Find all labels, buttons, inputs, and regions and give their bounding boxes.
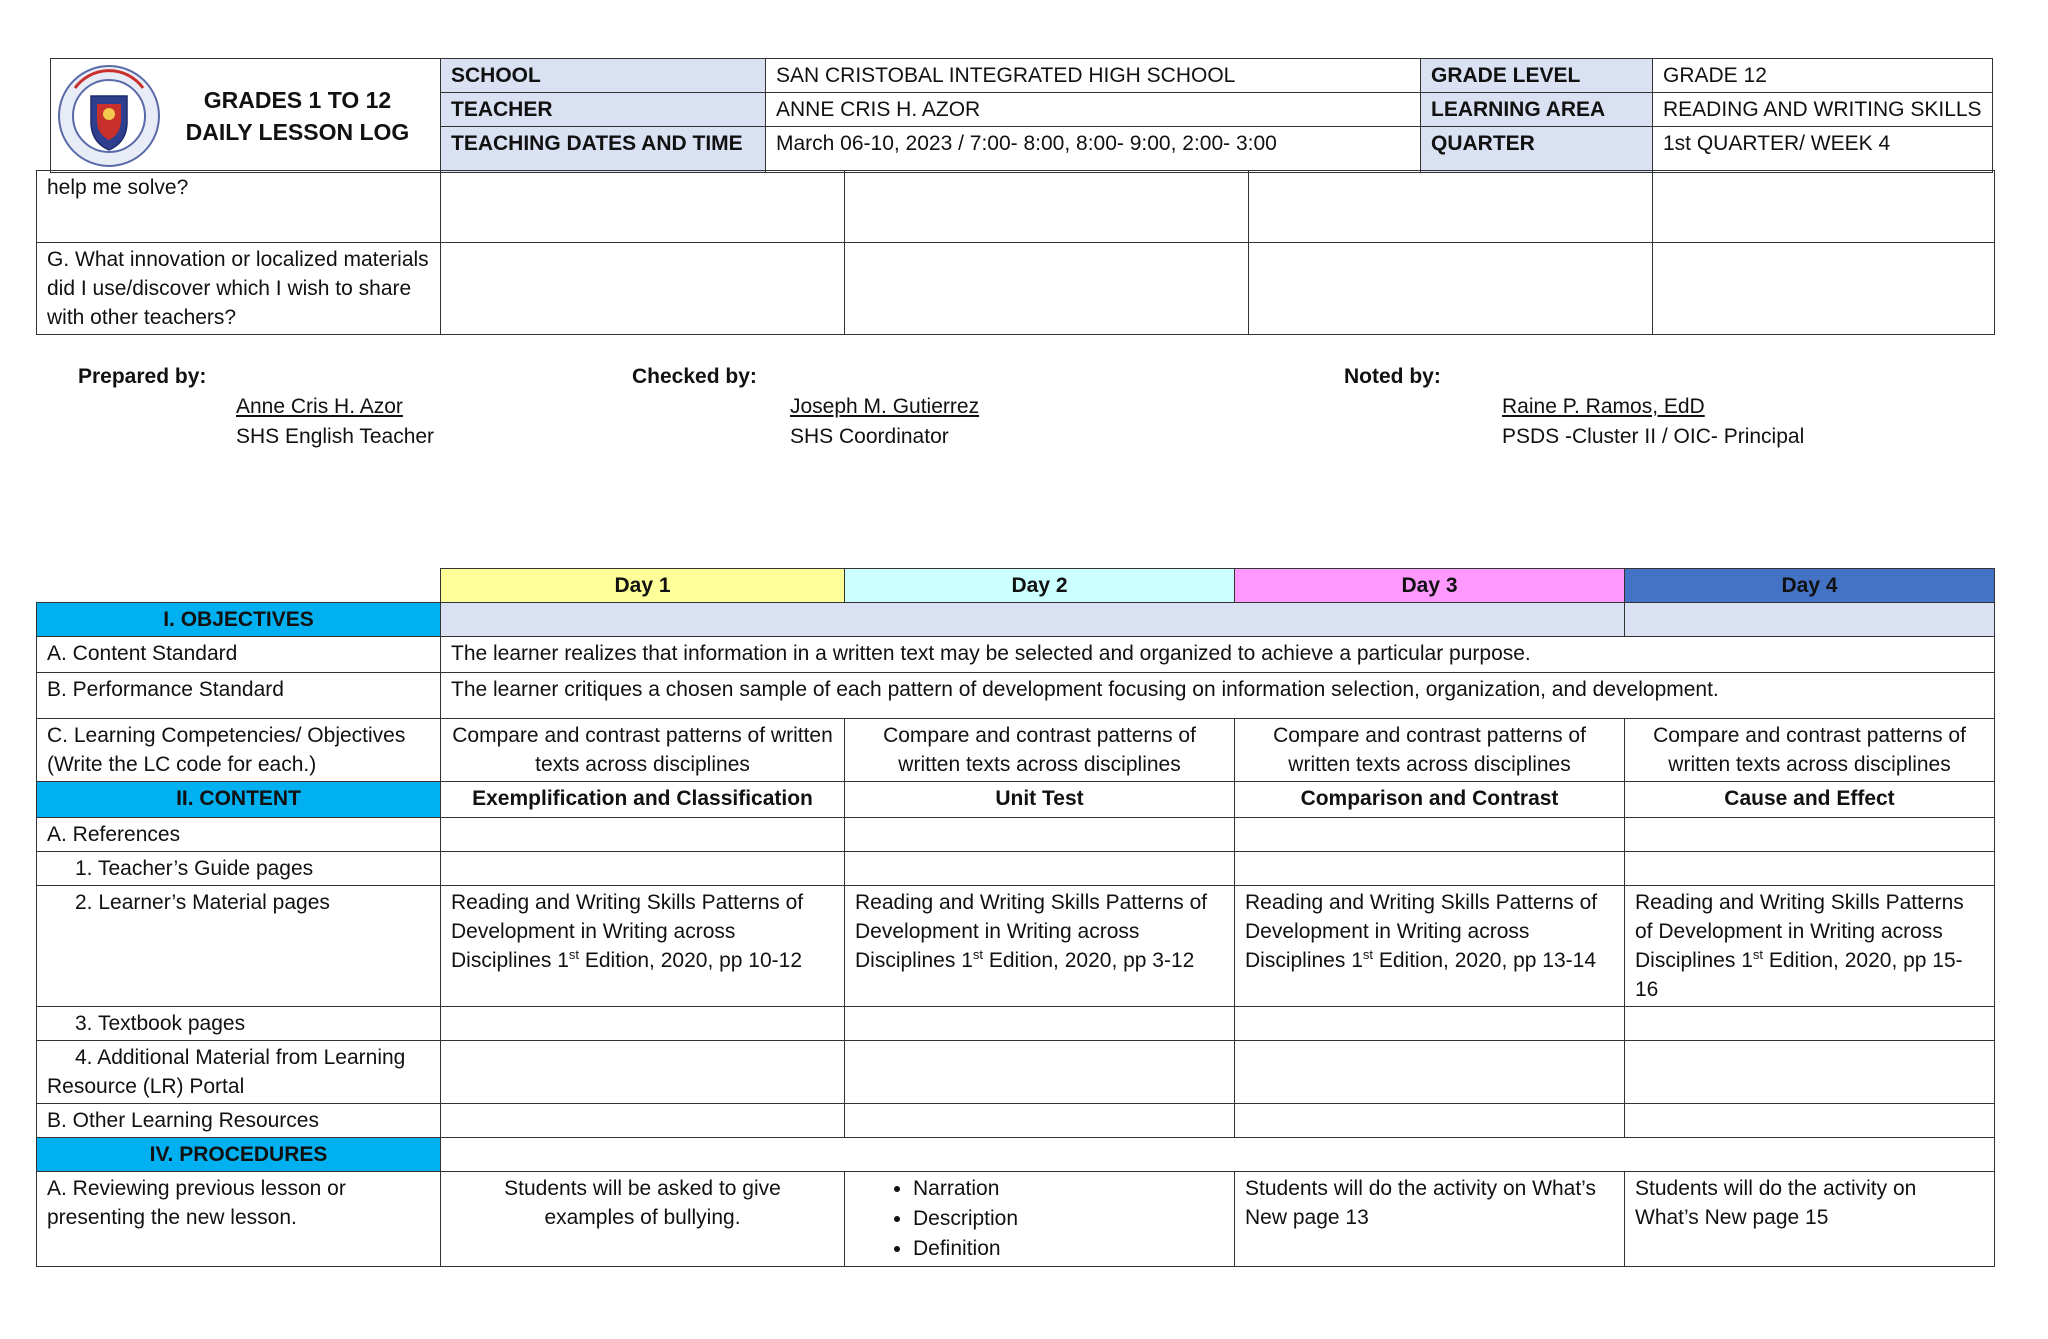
learning-area-value: READING AND WRITING SKILLS (1653, 93, 1993, 127)
school-label: SCHOOL (441, 59, 766, 93)
textbook-pages-label: 3. Textbook pages (37, 1007, 441, 1041)
empty-cell (845, 1007, 1235, 1041)
topic-day-2: Unit Test (845, 782, 1235, 818)
deped-seal-logo (57, 64, 161, 168)
reflection-table (36, 170, 1995, 335)
competency-day-1: Compare and contrast patterns of written texts across disciplines (441, 719, 845, 782)
lm-text: Reading and Writing Skills Patterns of Development in Writing across Disciplines 1 (1635, 891, 1964, 972)
review-lesson-label: A. Reviewing previous lesson or presenting the new lesson. (37, 1172, 441, 1267)
header-title-cell (51, 59, 441, 173)
empty-cell (441, 1104, 845, 1138)
learning-area-label: LEARNING AREA (1421, 93, 1653, 127)
teaching-dates-label: TEACHING DATES AND TIME (441, 127, 766, 173)
performance-standard-label: B. Performance Standard (37, 673, 441, 719)
lm-pages: Edition, 2020, pp 15-16 (1635, 949, 1963, 1001)
header-table (50, 58, 1993, 173)
empty-cell (441, 818, 845, 852)
checked-by-title: SHS Coordinator (790, 425, 949, 448)
prepared-by-label: Prepared by: (78, 365, 207, 388)
objectives-section-header: I. OBJECTIVES (37, 603, 441, 637)
procedures-band (441, 1138, 1995, 1172)
reflection-cell (441, 243, 845, 335)
review-day-4: Students will do the activity on What’s New page 15 (1625, 1172, 1995, 1267)
objectives-band (1625, 603, 1995, 637)
empty-cell (1235, 852, 1625, 886)
lm-sup: st (568, 947, 580, 962)
competency-day-2: Compare and contrast patterns of written texts across disciplines (845, 719, 1235, 782)
reflection-cell (441, 171, 845, 243)
competency-day-4: Compare and contrast patterns of written texts across disciplines (1625, 719, 1995, 782)
checked-by-name: Joseph M. Gutierrez (790, 395, 980, 418)
reflection-cell (1653, 243, 1995, 335)
additional-material-text: 4. Additional Material from Learning Resource (LR) Portal (47, 1046, 406, 1098)
lesson-plan-table (36, 568, 1995, 1267)
learners-material-day-3 (1235, 886, 1625, 1007)
reflection-cell (845, 243, 1249, 335)
lm-sup: st (1362, 947, 1374, 962)
empty-cell (1235, 1104, 1625, 1138)
empty-cell (845, 852, 1235, 886)
empty-cell (1235, 818, 1625, 852)
noted-by-title: PSDS -Cluster II / OIC- Principal (1502, 425, 1805, 448)
other-resources-label: B. Other Learning Resources (37, 1104, 441, 1138)
empty-cell (1625, 1007, 1995, 1041)
empty-cell (441, 852, 845, 886)
quarter-value: 1st QUARTER/ WEEK 4 (1653, 127, 1993, 173)
teacher-value: ANNE CRIS H. AZOR (766, 93, 1421, 127)
reflection-row-f-label: help me solve? (37, 171, 441, 243)
reflection-cell (845, 171, 1249, 243)
empty-cell (1625, 1041, 1995, 1104)
reflection-cell (1249, 243, 1653, 335)
prepared-by-title: SHS English Teacher (236, 425, 435, 448)
lm-sup: st (972, 947, 984, 962)
noted-by-label: Noted by: (1344, 365, 1441, 388)
learners-material-day-2 (845, 886, 1235, 1007)
empty-corner (37, 569, 441, 603)
school-value: SAN CRISTOBAL INTEGRATED HIGH SCHOOL (766, 59, 1421, 93)
day-1-header: Day 1 (441, 569, 845, 603)
prepared-by-block (78, 362, 434, 452)
empty-cell (845, 1104, 1235, 1138)
title-line-1: GRADES 1 TO 12 (203, 86, 392, 113)
reflection-cell (1249, 171, 1653, 243)
checked-by-label: Checked by: (632, 365, 757, 388)
topic-day-4: Cause and Effect (1625, 782, 1995, 818)
lm-pages: Edition, 2020, pp 13-14 (1373, 949, 1597, 972)
review-day-3: Students will do the activity on What’s New page 13 (1235, 1172, 1625, 1267)
teaching-dates-value: March 06-10, 2023 / 7:00- 8:00, 8:00- 9:00, 2:00- 3:00 (766, 127, 1421, 173)
content-standard-label: A. Content Standard (37, 637, 441, 673)
teachers-guide-label: 1. Teacher’s Guide pages (37, 852, 441, 886)
lm-pages: Edition, 2020, pp 10-12 (579, 949, 803, 972)
empty-cell (1625, 852, 1995, 886)
noted-by-block (1344, 362, 1804, 452)
noted-by-name: Raine P. Ramos, EdD (1502, 395, 1705, 418)
review-day-2 (845, 1172, 1235, 1267)
reflection-cell (1653, 171, 1995, 243)
lm-pages: Edition, 2020, pp 3-12 (983, 949, 1195, 972)
day-3-header: Day 3 (1235, 569, 1625, 603)
quarter-label: QUARTER (1421, 127, 1653, 173)
additional-material-label (37, 1041, 441, 1104)
grade-level-label: GRADE LEVEL (1421, 59, 1653, 93)
teacher-label: TEACHER (441, 93, 766, 127)
lm-sup: st (1752, 947, 1764, 962)
empty-cell (1235, 1041, 1625, 1104)
empty-cell (845, 818, 1235, 852)
references-label: A. References (37, 818, 441, 852)
learners-material-day-4 (1625, 886, 1995, 1007)
objectives-band (441, 603, 1625, 637)
content-standard-value: The learner realizes that information in a written text may be selected and organized to achieve a particular purpose. (441, 637, 1995, 673)
empty-cell (1625, 818, 1995, 852)
learners-material-label: 2. Learner’s Material pages (37, 886, 441, 1007)
empty-cell (1625, 1104, 1995, 1138)
competency-day-3: Compare and contrast patterns of written texts across disciplines (1235, 719, 1625, 782)
lm-text: Reading and Writing Skills Patterns of Development in Writing across Disciplines 1 (1245, 891, 1598, 972)
title-line-2: DAILY LESSON LOG (185, 118, 410, 145)
day-4-header: Day 4 (1625, 569, 1995, 603)
review-list-item: • Definition (913, 1234, 1224, 1264)
lm-text: Reading and Writing Skills Patterns of Development in Writing across Disciplines 1 (855, 891, 1208, 972)
empty-cell (441, 1041, 845, 1104)
review-day-1: Students will be asked to give examples of bullying. (441, 1172, 845, 1267)
day-2-header: Day 2 (845, 569, 1235, 603)
topic-day-3: Comparison and Contrast (1235, 782, 1625, 818)
empty-cell (1235, 1007, 1625, 1041)
review-list-item: • Description (913, 1204, 1224, 1234)
learners-material-day-1 (441, 886, 845, 1007)
empty-cell (441, 1007, 845, 1041)
topic-day-1: Exemplification and Classification (441, 782, 845, 818)
review-list-item: • Narration (913, 1174, 1224, 1204)
prepared-by-name: Anne Cris H. Azor (236, 395, 403, 418)
grade-level-value: GRADE 12 (1653, 59, 1993, 93)
procedures-section-header: IV. PROCEDURES (37, 1138, 441, 1172)
competencies-label: C. Learning Competencies/ Objectives (Write the LC code for each.) (37, 719, 441, 782)
performance-standard-value: The learner critiques a chosen sample of each pattern of development focusing on information selection, organization, and development. (441, 673, 1995, 719)
checked-by-block (632, 362, 979, 452)
lm-text: Reading and Writing Skills Patterns of Development in Writing across Disciplines 1 (451, 891, 804, 972)
empty-cell (845, 1041, 1235, 1104)
reflection-row-g-label: G. What innovation or localized materials did I use/discover which I wish to share with other teachers? (37, 243, 441, 335)
content-section-header: II. CONTENT (37, 782, 441, 818)
